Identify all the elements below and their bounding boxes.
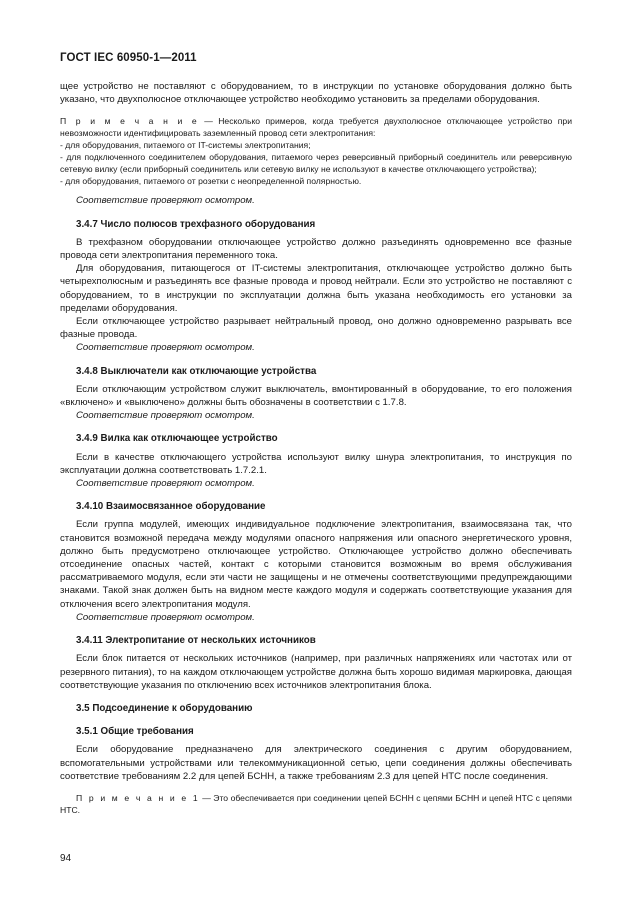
paragraph: Если группа модулей, имеющих индивидуальное подключение электропитания, взаимосвязана так, что становится возможной передача между модулями опасного напряжения или опасного энергетического уровня, должно быть предусмотрено отключающее устройство. Отключающее устройство должно обеспечивать отсоединение опасных частей, контакт с которыми становится возможным во время обслуживания рассматриваемого модуля, если эти части не защищены и не отмечены соответствующими предупреждающими знаками. Такой знак должен быть на видном месте каждого модуля и содержать соответствующие указания для отключения всего электропитания модуля. <box>60 519 572 610</box>
paragraph: В трехфазном оборудовании отключающее устройство должно разъединять одновременно все фазные провода сети электропитания переменного тока. <box>60 236 572 262</box>
note-2-label: П р и м е ч а н и е 1 <box>76 792 200 803</box>
paragraph: Для оборудования, питающегося от IT-системы электропитания, отключающее устройство должно быть четырехполюсным и разъединять все фазные провода и провод нейтрали. Если это устройство не поставляют с оборудованием, то в инструкции по эксплуатации должна быть указана необходимость его установки за пределами оборудования. <box>60 263 572 314</box>
paragraph: Если отключающее устройство разрывает нейтральный провод, оно должно одновременно разрывать все фазные провода. <box>60 316 572 341</box>
section-heading-3-5-1: 3.5.1 Общие требования <box>76 726 194 738</box>
section-heading-3-4-10: 3.4.10 Взаимосвязанное оборудование <box>76 501 266 513</box>
compliance-text: Соответствие проверяют осмотром. <box>76 342 255 354</box>
page-number: 94 <box>60 853 72 864</box>
compliance-text: Соответствие проверяют осмотром. <box>76 611 255 623</box>
note-1-label: П р и м е ч а н и е <box>60 116 199 127</box>
note-2-text: — Это обеспечивается при соединении цепей БСНН с цепями БСНН и цепей НТС с цепями НТС. <box>60 792 572 815</box>
paragraph: Если отключающим устройством служит выключатель, вмонтированный в оборудование, то его положения «включено» и «выключено» должны быть обозначены в соответствии с 1.7.8. <box>60 383 572 409</box>
note-2 <box>60 792 572 816</box>
note-1-item: - для оборудования, питаемого от розетки с неопределенной полярностью. <box>60 176 362 187</box>
paragraph-intro: щее устройство не поставляют с оборудованием, то в инструкции по установке оборудования должно быть указано, что двухполюсное отключающее устройство необходимо установить за пределами оборудования. <box>60 81 572 106</box>
section-heading-3-5: 3.5 Подсоединение к оборудованию <box>76 702 253 714</box>
section-heading-3-4-9: 3.4.9 Вилка как отключающее устройство <box>76 433 278 445</box>
compliance-text: Соответствие проверяют осмотром. <box>76 410 255 422</box>
document-header: ГОСТ IEC 60950-1—2011 <box>60 52 197 64</box>
paragraph: Если оборудование предназначено для электрического соединения с другим оборудованием, вспомогательными устройствами или телекоммуникационной сетью, цепи соединения должны обеспечивать соответствие требованиям 2.2 для цепей БСНН, а также требованиям 2.3 для цепей НТС после соединения. <box>60 744 572 782</box>
note-1 <box>60 115 572 139</box>
note-1-item: - для подключенного соединителем оборудования, питаемого через реверсивный приборный соединитель или реверсивную сетевую вилку (если приборный соединитель или сетевую вилку не используют в качестве отключающего устройства); <box>60 152 572 175</box>
paragraph: Если блок питается от нескольких источников (например, при различных напряжениях или частотах или от резервного питания), то на каждом отключающем устройстве должна быть хорошо видимая маркировка, дающая соответствующие указания по отключению всех источников электропитания блока. <box>60 653 572 691</box>
note-1-text: — Несколько примеров, когда требуется двухполюсное отключающее устройство при невозможности идентифицировать заземленный провод сети электропитания: <box>60 116 572 139</box>
compliance-text: Соответствие проверяют осмотром. <box>76 478 255 490</box>
section-heading-3-4-8: 3.4.8 Выключатели как отключающие устройства <box>76 365 317 377</box>
section-heading-3-4-7: 3.4.7 Число полюсов трехфазного оборудования <box>76 218 316 230</box>
paragraph: Если в качестве отключающего устройства используют вилку шнура электропитания, то инструкция по эксплуатации должна соответствовать 1.7.2.1. <box>60 451 572 476</box>
page-content <box>60 80 572 816</box>
note-1-item: - для оборудования, питаемого от IT-системы электропитания; <box>60 140 311 151</box>
compliance-text: Соответствие проверяют осмотром. <box>76 195 255 207</box>
section-heading-3-4-11: 3.4.11 Электропитание от нескольких источников <box>76 635 316 647</box>
